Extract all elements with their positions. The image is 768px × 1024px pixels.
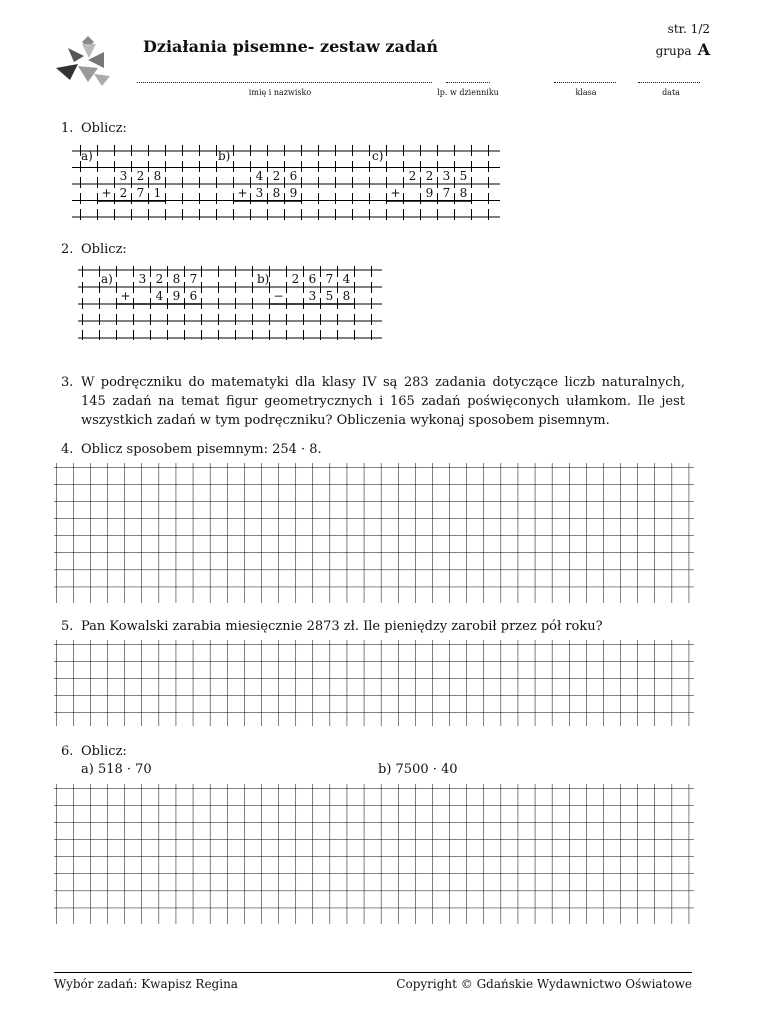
digit: 5 <box>325 289 334 303</box>
digit: 2 <box>136 169 145 183</box>
digit: 6 <box>189 289 198 303</box>
task1-c-label: c) <box>372 149 384 163</box>
date-label: data <box>662 88 680 97</box>
digit: 2 <box>425 169 434 183</box>
task5-text: Pan Kowalski zarabia miesięcznie 2873 zł. Ile pieniędzy zarobił przez pół roku? <box>81 619 603 634</box>
digit: 2 <box>155 272 164 286</box>
operator: − <box>273 289 284 303</box>
task2-b-label: b) <box>257 272 270 286</box>
task4-grid <box>54 463 694 603</box>
task1-number: 1. <box>61 121 74 136</box>
task6-grid <box>54 784 694 924</box>
tangram-logo <box>48 34 114 88</box>
register-number-field[interactable] <box>446 74 490 83</box>
digit: 9 <box>172 289 181 303</box>
name-field-label: imię i nazwisko <box>248 88 312 97</box>
page-title: Działania pisemne- zestaw zadań <box>143 37 438 56</box>
digit: 6 <box>308 272 317 286</box>
footer-copyright: Copyright © Gdańskie Wydawnictwo Oświatowe <box>396 977 692 991</box>
task2-number: 2. <box>61 242 74 257</box>
digit: 7 <box>136 186 145 200</box>
digit: 6 <box>289 169 298 183</box>
footer-divider <box>54 972 692 973</box>
task5-number: 5. <box>61 619 74 634</box>
digit: 9 <box>289 186 298 200</box>
digit: 8 <box>272 186 281 200</box>
digit: 8 <box>342 289 351 303</box>
task3-number: 3. <box>61 375 74 390</box>
task4-number: 4. <box>61 442 74 457</box>
digit: 3 <box>119 169 128 183</box>
operator: + <box>237 186 248 200</box>
digit: 7 <box>442 186 451 200</box>
digit: 2 <box>408 169 417 183</box>
digit: 7 <box>189 272 198 286</box>
task6-a: a) 518 · 70 <box>81 762 152 777</box>
page-number: str. 1/2 <box>667 22 710 36</box>
task6-number: 6. <box>61 744 74 759</box>
digit: 2 <box>272 169 281 183</box>
footer-author: Wybór zadań: Kwapisz Regina <box>54 977 238 991</box>
digit: 7 <box>325 272 334 286</box>
group-indicator <box>656 40 710 59</box>
task4-text: Oblicz sposobem pisemnym: 254 · 8. <box>81 442 322 457</box>
task6-b: b) 7500 · 40 <box>378 762 458 777</box>
digit: 4 <box>255 169 264 183</box>
operator: + <box>390 186 401 200</box>
group-label: grupa <box>655 44 692 58</box>
task2-a-label: a) <box>101 272 113 286</box>
digit: 3 <box>308 289 317 303</box>
digit: 8 <box>153 169 162 183</box>
task1-b-label: b) <box>218 149 231 163</box>
digit: 9 <box>425 186 434 200</box>
digit: 4 <box>155 289 164 303</box>
task3-text: W podręczniku do matematyki dla klasy IV są 283 zadania dotyczące liczb naturalnych, 145 zadań na temat figur geometrycznych i 165 zadań poświęconych ułamkom. Ile jest wszystkich zadań w tym podręczniku? Obliczenia wykonaj sposobem pisemnym. <box>81 375 685 428</box>
digit: 8 <box>459 186 468 200</box>
task1-a-label: a) <box>81 149 93 163</box>
register-number-label: lp. w dzienniku <box>437 88 499 97</box>
digit: 3 <box>442 169 451 183</box>
class-label: klasa <box>575 88 597 97</box>
digit: 5 <box>459 169 468 183</box>
date-field[interactable] <box>638 74 700 83</box>
operator: + <box>120 289 131 303</box>
task5-grid <box>54 640 694 726</box>
task2-text: Oblicz: <box>81 242 127 257</box>
task1-text: Oblicz: <box>81 121 127 136</box>
group-value: A <box>697 40 710 59</box>
operator: + <box>101 186 112 200</box>
digit: 2 <box>291 272 300 286</box>
digit: 1 <box>153 186 162 200</box>
task6-text: Oblicz: <box>81 744 127 759</box>
digit: 2 <box>119 186 128 200</box>
digit: 8 <box>172 272 181 286</box>
digit: 3 <box>138 272 147 286</box>
name-field[interactable] <box>137 74 432 83</box>
digit: 3 <box>255 186 264 200</box>
digit: 4 <box>342 272 351 286</box>
class-field[interactable] <box>554 74 616 83</box>
